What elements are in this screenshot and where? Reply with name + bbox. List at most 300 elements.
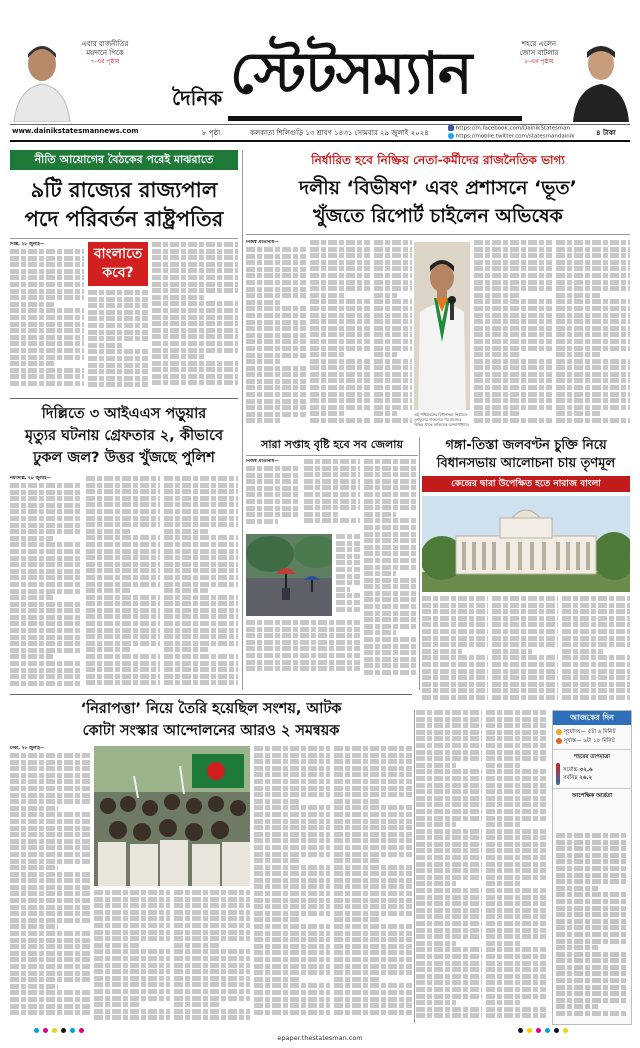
facebook-link[interactable]: https://m.facebook.com/DainikStatesman — [455, 125, 571, 132]
body-text-line — [246, 359, 282, 364]
body-text-line — [10, 523, 82, 528]
body-text-line — [254, 957, 330, 962]
body-text-line — [10, 938, 90, 943]
body-text-line — [10, 852, 90, 857]
body-text-line — [88, 336, 148, 341]
body-text-line — [94, 1015, 170, 1020]
body-text-line — [164, 628, 238, 633]
body-text-line — [486, 928, 546, 933]
body-text-line — [422, 669, 488, 674]
body-text-line — [374, 418, 412, 423]
body-text-line — [10, 562, 82, 567]
body-text-line — [486, 750, 546, 755]
body-text-line — [10, 779, 90, 784]
social-links — [448, 125, 574, 140]
body-text-line — [152, 341, 238, 346]
body-text-line — [556, 385, 630, 390]
body-text-line — [164, 647, 208, 652]
body-text-line — [556, 418, 630, 423]
body-text-line — [364, 525, 418, 530]
body-text-line — [336, 547, 360, 552]
body-text-line — [164, 476, 238, 481]
website-link[interactable]: www.dainikstatesmannews.com — [12, 127, 139, 135]
headline-ganga[interactable] — [422, 437, 630, 473]
body-text-line — [246, 379, 306, 384]
body-text-line — [10, 812, 90, 817]
body-text-line — [152, 262, 238, 267]
body-text-line — [422, 695, 488, 700]
body-text-line — [556, 971, 626, 976]
body-text-line — [474, 253, 552, 258]
body-text-line — [334, 983, 412, 988]
body-text-line — [254, 779, 330, 784]
kicker-niti — [10, 150, 238, 170]
body-text-line — [416, 763, 456, 768]
body-text-line — [334, 931, 412, 936]
body-text-line — [10, 905, 90, 910]
body-text-line — [486, 908, 546, 913]
body-text-line — [174, 936, 250, 941]
body-text-line — [254, 997, 330, 1002]
body-text-line — [486, 822, 522, 827]
humidity-title: আপেক্ষিক আর্দ্রতা — [572, 793, 612, 799]
body-text-line — [10, 839, 90, 844]
niti-inset-line1: বাংলাতে — [93, 246, 143, 262]
body-text-line — [474, 405, 552, 410]
body-text-line — [86, 555, 160, 560]
body-text-line — [10, 641, 82, 646]
body-text-line — [474, 326, 552, 331]
body-text-line — [334, 838, 412, 843]
body-text-line — [492, 616, 558, 621]
body-text-line — [486, 875, 546, 880]
telegram-row[interactable] — [448, 133, 574, 141]
body-text-line — [310, 247, 370, 252]
niti-inset[interactable] — [88, 242, 148, 286]
body-text-line — [474, 385, 552, 390]
body-text-line — [486, 941, 522, 946]
body-text-line — [164, 555, 238, 560]
body-text-line — [334, 1003, 412, 1008]
temp-title: শহরের তাপমাত্রা — [573, 754, 611, 760]
body-text-line — [86, 601, 160, 606]
body-text-line — [94, 910, 170, 915]
body-text-line — [334, 944, 412, 949]
body-text-line — [364, 538, 418, 543]
left-promo-line2: ময়দানে পিকে — [86, 49, 124, 57]
body-text-line — [486, 862, 546, 867]
delhi-body-col2 — [86, 476, 160, 688]
body-text-line — [416, 928, 482, 933]
body-text-line — [474, 319, 552, 324]
body-text-line — [474, 372, 552, 377]
quota-byline-text: ঢাকা, ২৮ জুলাই— — [10, 746, 45, 751]
body-text-line — [364, 565, 418, 570]
body-text-line — [422, 629, 488, 634]
body-text-line — [474, 299, 552, 304]
body-text-line — [254, 759, 330, 764]
epaper-link[interactable]: epaper.thestatesman.com — [277, 1034, 363, 1042]
body-text-line — [254, 944, 330, 949]
body-text-line — [492, 662, 558, 667]
body-text-line — [86, 483, 160, 488]
body-text-line — [254, 950, 330, 955]
person-photo-icon — [570, 36, 632, 122]
body-text-line — [416, 1000, 456, 1005]
body-text-line — [174, 969, 250, 974]
body-text-line — [474, 273, 552, 278]
body-text-line — [556, 912, 626, 917]
sunrise-label: সূর্যোদয়— — [563, 729, 586, 735]
body-text-line — [254, 845, 330, 850]
body-text-line — [10, 898, 90, 903]
headline-rain[interactable]: সারা সপ্তাহ বৃষ্টি হবে সব জেলায় — [261, 438, 403, 451]
body-text-line — [486, 987, 546, 992]
twitter-icon — [448, 133, 454, 139]
body-text-line — [10, 289, 84, 294]
body-text-line — [164, 674, 238, 679]
page-count: ৮ পৃষ্ঠা — [202, 129, 221, 137]
body-text-line — [164, 535, 238, 540]
body-text-line — [10, 483, 82, 488]
protest-crowd-photo-icon — [94, 746, 250, 886]
body-text-line — [152, 308, 238, 313]
body-text-line — [474, 280, 552, 285]
body-text-line — [416, 842, 482, 847]
body-text-line — [86, 654, 160, 659]
body-text-line — [374, 306, 412, 311]
body-text-line — [10, 819, 90, 824]
body-text-line — [152, 255, 238, 260]
facebook-row[interactable] — [448, 125, 574, 133]
body-text-line — [416, 1007, 482, 1012]
body-text-line — [364, 545, 418, 550]
body-text-line — [254, 805, 330, 810]
sunrise-value: ৫টা ৬ মিনিট — [587, 729, 616, 735]
body-text-line — [246, 306, 306, 311]
body-text-line — [364, 644, 418, 649]
body-text-line — [152, 295, 204, 300]
ganga-body-col3 — [562, 596, 630, 706]
body-text-line — [152, 354, 204, 359]
weather-box — [552, 710, 632, 1025]
body-text-line — [254, 990, 330, 995]
body-text-line — [254, 1003, 330, 1008]
body-text-line — [334, 898, 412, 903]
body-text-line — [416, 901, 482, 906]
body-text-line — [304, 492, 360, 497]
body-text-line — [304, 505, 360, 510]
body-text-line — [246, 280, 306, 285]
body-text-line — [486, 789, 546, 794]
right-promo-page: ৮-এর পৃষ্ঠায় — [524, 58, 554, 65]
body-text-line — [10, 348, 84, 353]
body-text-line — [164, 601, 238, 606]
headline-quota-line1: ‘নিরাপত্তা’ নিয়ে তৈরি হয়েছিল সংশয়, আটক — [80, 701, 342, 717]
column-rule-2 — [419, 437, 420, 690]
body-text-line — [164, 575, 238, 580]
body-text-line — [486, 783, 546, 788]
body-text-line — [152, 249, 238, 254]
left-promo-page: ৭-এর পৃষ্ঠায় — [90, 58, 120, 65]
body-text-line — [246, 666, 360, 671]
body-text-line — [310, 352, 346, 357]
body-text-line — [254, 937, 330, 942]
body-text-line — [556, 293, 600, 298]
body-text-line — [416, 750, 482, 755]
body-text-line — [556, 332, 630, 337]
body-text-line — [556, 991, 626, 996]
body-text-line — [374, 293, 397, 298]
body-text-line — [486, 947, 546, 952]
body-text-line — [246, 620, 360, 625]
body-text-line — [10, 891, 90, 896]
body-text-line — [374, 240, 412, 245]
body-text-line — [486, 756, 546, 761]
body-text-line — [246, 313, 306, 318]
body-text-line — [474, 247, 552, 252]
body-text-line — [88, 349, 148, 354]
body-text-line — [422, 662, 488, 667]
body-text-line — [152, 328, 238, 333]
body-text-line — [486, 888, 546, 893]
column-rule-3 — [414, 710, 415, 1023]
ganga-body-col1 — [422, 596, 488, 706]
body-text-line — [246, 660, 360, 665]
body-text-line — [254, 917, 300, 922]
body-text-line — [374, 411, 397, 416]
body-text-line — [10, 845, 90, 850]
body-text-line — [10, 341, 84, 346]
body-text-line — [556, 398, 630, 403]
body-text-line — [10, 793, 90, 798]
body-text-line — [334, 950, 412, 955]
body-text-line — [416, 987, 482, 992]
body-text-line — [556, 273, 630, 278]
body-text-line — [336, 567, 360, 572]
quota-byline — [10, 746, 90, 751]
dateline: কলকাতা শিলিগুড়ি ১৩ শ্রাবণ ১৪৩১ সোমবার ২৯ জুলাই ২০২৪ — [250, 129, 429, 137]
body-text-line — [164, 661, 238, 666]
body-text-line — [254, 871, 330, 876]
body-text-line — [246, 405, 306, 410]
body-text-line — [246, 385, 306, 390]
body-text-line — [416, 908, 482, 913]
body-text-line — [10, 964, 90, 969]
abhishek-byline — [246, 240, 306, 245]
body-text-line — [486, 842, 546, 847]
body-text-line — [310, 346, 370, 351]
temp-min-value: ২৬.২ — [579, 775, 593, 781]
body-text-line — [474, 398, 552, 403]
body-text-line — [310, 332, 370, 337]
body-text-line — [416, 974, 482, 979]
abhishek-body-col1 — [246, 247, 306, 431]
body-text-line — [10, 542, 82, 547]
right-promo-text[interactable] — [508, 40, 570, 66]
headline-delhi-line3: ঢুকল জল? উত্তর খুঁজছে পুলিশ — [33, 450, 215, 466]
body-text-line — [246, 506, 300, 511]
body-text-line — [152, 301, 238, 306]
twitter-link[interactable]: https://mobile.twitter.com/statesmandainik — [455, 133, 575, 139]
body-text-line — [10, 589, 82, 594]
body-text-line — [334, 884, 412, 889]
body-text-line — [254, 792, 330, 797]
body-text-line — [10, 516, 82, 521]
body-text-line — [416, 829, 482, 834]
body-text-line — [10, 635, 82, 640]
body-text-line — [486, 901, 546, 906]
body-text-line — [416, 776, 482, 781]
body-text-line — [10, 990, 90, 995]
body-text-line — [10, 944, 90, 949]
body-text-line — [86, 575, 160, 580]
rain-body-col1 — [246, 466, 300, 530]
body-text-line — [474, 339, 552, 344]
body-text-line — [556, 405, 630, 410]
body-text-line — [246, 287, 306, 292]
body-text-line — [10, 661, 82, 666]
body-text-line — [246, 633, 360, 638]
body-text-line — [94, 930, 170, 935]
body-text-line — [374, 253, 412, 258]
body-text-line — [10, 575, 82, 580]
body-text-line — [86, 516, 160, 521]
headline-quota[interactable] — [10, 698, 412, 742]
body-text-line — [246, 254, 306, 259]
body-text-line — [86, 588, 130, 593]
body-text-line — [486, 1000, 522, 1005]
body-text-line — [86, 647, 130, 652]
body-text-line — [374, 365, 412, 370]
body-text-line — [246, 466, 300, 471]
body-text-line — [304, 479, 360, 484]
body-text-line — [10, 628, 82, 633]
body-text-line — [334, 772, 412, 777]
body-text-line — [164, 608, 238, 613]
body-text-line — [164, 549, 238, 554]
speaker-photo-icon — [414, 242, 470, 410]
body-text-line — [422, 603, 488, 608]
rain-body-col3 — [336, 534, 360, 616]
body-text-line — [334, 904, 412, 909]
body-text-line — [556, 339, 630, 344]
body-text-line — [304, 518, 360, 523]
body-text-line — [10, 374, 84, 379]
body-text-line — [246, 473, 300, 478]
body-text-line — [416, 967, 482, 972]
body-text-line — [10, 911, 90, 916]
body-text-line — [374, 398, 412, 403]
body-text-line — [474, 313, 552, 318]
body-text-line — [310, 306, 370, 311]
body-text-line — [164, 582, 238, 587]
body-text-line — [246, 486, 300, 491]
body-text-line — [164, 588, 208, 593]
body-text-line — [374, 405, 412, 410]
body-text-line — [10, 865, 58, 870]
body-text-line — [86, 641, 160, 646]
body-text-line — [254, 904, 330, 909]
body-text-line — [486, 835, 546, 840]
body-text-line — [416, 835, 482, 840]
body-text-line — [562, 603, 630, 608]
body-text-line — [164, 621, 238, 626]
body-text-line — [416, 862, 482, 867]
body-text-line — [86, 568, 160, 573]
weather-notes — [556, 833, 626, 1019]
body-text-line — [164, 568, 238, 573]
body-text-line — [486, 763, 522, 768]
body-text-line — [94, 916, 170, 921]
body-text-line — [10, 608, 82, 613]
body-text-line — [562, 655, 630, 660]
headline-niti[interactable] — [10, 176, 238, 234]
body-text-line — [336, 541, 360, 546]
body-text-line — [10, 799, 90, 804]
ganga-body-col5 — [486, 710, 546, 1023]
body-text-line — [246, 499, 300, 504]
body-text-line — [556, 859, 626, 864]
body-text-line — [152, 242, 238, 247]
body-text-line — [334, 990, 412, 995]
abhishek-photo — [414, 242, 470, 410]
body-text-line — [334, 792, 412, 797]
body-text-line — [86, 582, 160, 587]
body-text-line — [174, 949, 250, 954]
body-text-line — [164, 542, 238, 547]
body-text-line — [556, 240, 630, 245]
body-text-line — [334, 799, 381, 804]
body-text-line — [88, 376, 148, 381]
body-text-line — [174, 890, 250, 895]
body-text-line — [486, 710, 546, 715]
headline-delhi[interactable] — [10, 403, 238, 469]
body-text-line — [334, 759, 412, 764]
body-text-line — [556, 879, 626, 884]
body-text-line — [374, 385, 412, 390]
ganga-body-col4 — [416, 710, 482, 1023]
body-text-line — [416, 809, 482, 814]
quota-top-rule — [10, 694, 412, 695]
body-text-line — [374, 392, 412, 397]
body-text-line — [254, 1010, 330, 1015]
body-text-line — [486, 736, 546, 741]
body-text-line — [486, 868, 546, 873]
niti-body-col3 — [152, 242, 238, 391]
body-text-line — [10, 931, 90, 936]
rain-rule — [246, 455, 418, 456]
body-text-line — [486, 994, 546, 999]
delhi-body-col3 — [164, 476, 238, 688]
body-text-line — [334, 924, 412, 929]
body-text-line — [152, 288, 238, 293]
body-text-line — [86, 535, 160, 540]
body-text-line — [164, 516, 238, 521]
body-text-line — [486, 802, 546, 807]
niti-body-col2 — [88, 290, 148, 391]
body-text-line — [556, 247, 630, 252]
headline-abhishek[interactable] — [246, 174, 630, 230]
body-text-line — [364, 499, 418, 504]
body-text-line — [556, 873, 626, 878]
body-text-line — [486, 730, 546, 735]
body-text-line — [86, 476, 160, 481]
body-text-line — [334, 858, 381, 863]
body-text-line — [10, 872, 90, 877]
body-text-line — [152, 268, 238, 273]
left-promo-text[interactable] — [76, 40, 134, 66]
